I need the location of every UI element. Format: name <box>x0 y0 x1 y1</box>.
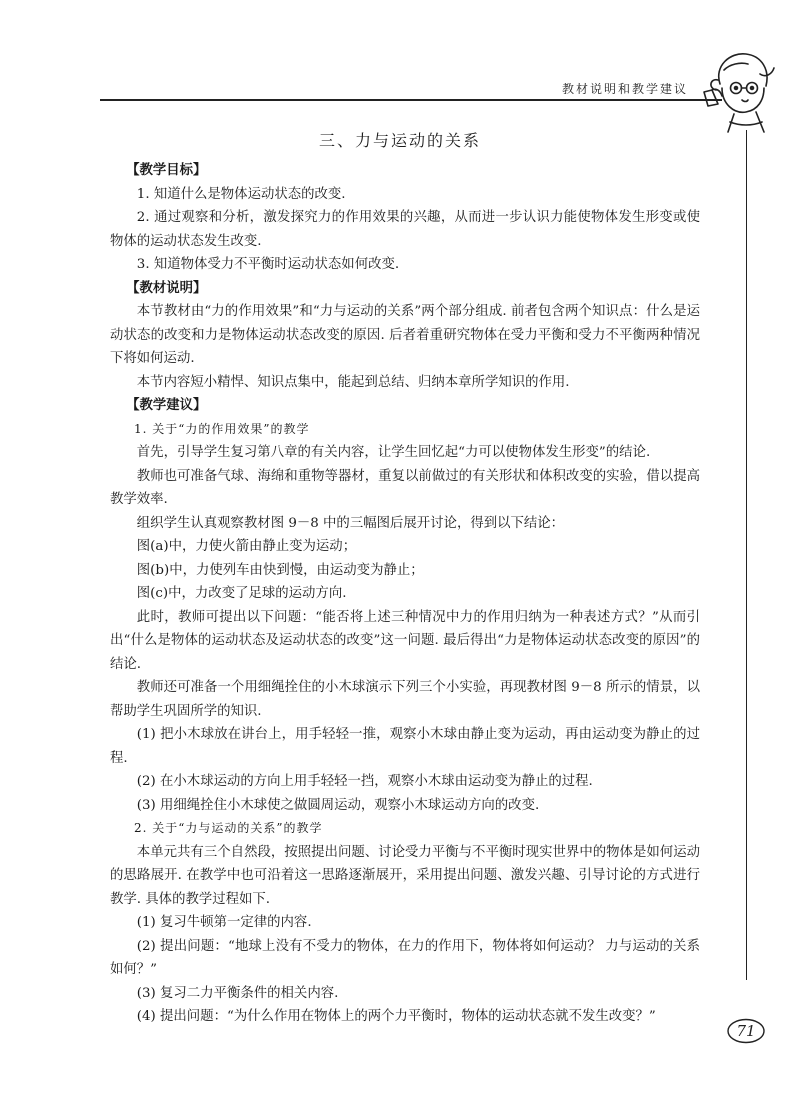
paragraph: 3. 知道物体受力不平衡时运动状态如何改变. <box>136 257 400 272</box>
subsection-heading: 2. 关于“力与运动的关系”的教学 <box>134 821 323 835</box>
paragraph: 首先，引导学生复习第八章的有关内容，让学生回忆起“力可以使物体发生形变”的结论. <box>136 445 651 460</box>
paragraph: 图(b)中，力使列车由快到慢，由运动变为静止； <box>136 562 424 578</box>
paragraph: 本节内容短小精悍、知识点集中，能起到总结、归纳本章所学知识的作用. <box>136 374 570 390</box>
paragraph: (4) 提出问题：“为什么作用在物体上的两个力平衡时，物体的运动状态就不发生改变？” <box>136 1009 656 1024</box>
page-number: 71 <box>736 1022 756 1040</box>
paragraph: (3) 用细绳拴住小木球使之做圆周运动，观察小木球运动方向的改变. <box>136 797 540 813</box>
subsection-heading: 1. 关于“力的作用效果”的教学 <box>134 421 310 436</box>
body-text <box>110 159 700 1029</box>
margin-rule <box>746 130 747 980</box>
paragraph: 本节教材由“力的作用效果”和“力与运动的关系”两个部分组成. 前者包含两个知识点：什么是运动状态的改变和力是物体运动状态改变的原因. 后者着重研究物体在受力平衡和受力不平衡两种情况下将如何运动. <box>110 304 700 366</box>
paragraph: 1. 知道什么是物体运动状态的改变. <box>136 186 346 202</box>
section-title: 三、力与运动的关系 <box>318 131 481 150</box>
paragraph: 教师也可准备气球、海绵和重物等器材，重复以前做过的有关形状和体积改变的实验，借以提高教学效率. <box>110 468 700 507</box>
student-mascot-icon <box>700 44 780 134</box>
paragraph: 2. 通过观察和分析，激发探究力的作用效果的兴趣，从而进一步认识力能使物体发生形变或使物体的运动状态发生改变. <box>110 210 700 249</box>
paragraph: 本单元共有三个自然段，按照提出问题、讨论受力平衡与不平衡时现实世界中的物体是如何运动的思路展开. 在教学中也可沿着这一思路逐渐展开，采用提出问题、激发兴趣、引导讨论的方式进行教学. 具体的教学过程如下. <box>110 844 700 907</box>
header-rule <box>100 99 722 101</box>
paragraph: 图(a)中，力使火箭由静止变为运动； <box>136 539 357 554</box>
section-heading: 【教学建议】 <box>126 397 207 413</box>
paragraph: 教师还可准备一个用细绳拴住的小木球演示下列三个小实验，再现教材图 9－8 所示的情景，以帮助学生巩固所学的知识. <box>110 680 700 719</box>
paragraph: (1) 复习牛顿第一定律的内容. <box>136 915 312 930</box>
paragraph: 图(c)中，力改变了足球的运动方向. <box>136 586 347 601</box>
paragraph: 组织学生认真观察教材图 9－8 中的三幅图后展开讨论，得到以下结论： <box>136 515 565 531</box>
paragraph: (3) 复习二力平衡条件的相关内容. <box>136 985 339 1001</box>
running-header-title: 教材说明和教学建议 <box>562 82 689 96</box>
section-heading: 【教学目标】 <box>126 162 207 178</box>
paragraph: 此时，教师可提出以下问题：“能否将上述三种情况中力的作用归纳为一种表述方式？”从而引出“什么是物体的运动状态及运动状态的改变”这一问题. 最后得出“力是物体运动状态改变的原因”的结论. <box>110 609 700 672</box>
section-heading: 【教材说明】 <box>126 279 207 296</box>
paragraph: (2) 在小木球运动的方向上用手轻轻一挡，观察小木球由运动变为静止的过程. <box>136 774 593 789</box>
paragraph: (2) 提出问题：“地球上没有不受力的物体，在力的作用下，物体将如何运动？ 力与运动的关系如何？” <box>110 938 700 977</box>
paragraph: (1) 把小木球放在讲台上，用手轻轻一推，观察小木球由静止变为运动，再由运动变为静止的过程. <box>110 727 700 766</box>
